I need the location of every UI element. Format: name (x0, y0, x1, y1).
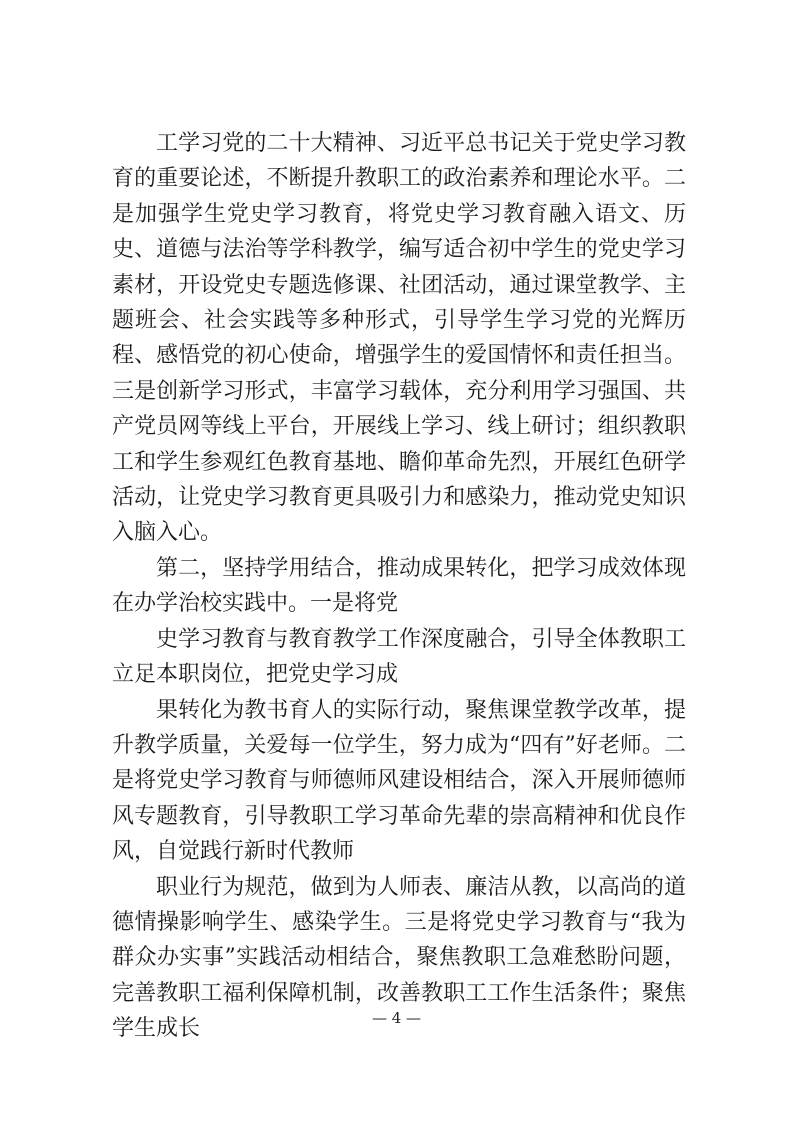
body-text (112, 126, 686, 1047)
page-number: — 4 — (371, 1009, 422, 1027)
paragraph: 第二，坚持学用结合，推动成果转化，把学习成效体现在办学治校实践中。一是将党 (112, 555, 686, 617)
paragraph: 果转化为教书育人的实际行动，聚焦课堂教学改革，提升教学质量，关爱每一位学生，努力成为“四有”好老师。二是将党史学习教育与师德师风建设相结合，深入开展师德师风专题教育，引导教职工学习革命先辈的崇高精神和优良作风，自觉践行新时代教师 (112, 697, 686, 865)
paragraph: 史学习教育与教育教学工作深度融合，引导全体教职工立足本职岗位，把党史学习成 (112, 626, 686, 688)
paragraph: 职业行为规范，做到为人师表、廉洁从教，以高尚的道德情操影响学生、感染学生。三是将党史学习教育与“我为群众办实事”实践活动相结合，聚焦教职工急难愁盼问题，完善教职工福利保障机制，改善教职工工作生活条件；聚焦学生成长 (112, 874, 686, 1042)
paragraph: 工学习党的二十大精神、习近平总书记关于党史学习教育的重要论述，不断提升教职工的政治素养和理论水平。二是加强学生党史学习教育，将党史学习教育融入语文、历史、道德与法治等学科教学，编写适合初中学生的党史学习素材，开设党史专题选修课、社团活动，通过课堂教学、主题班会、社会实践等多种形式，引导学生学习党的光辉历程、感悟党的初心使命，增强学生的爱国情怀和责任担当。三是创新学习形式，丰富学习载体，充分利用学习强国、共产党员网等线上平台，开展线上学习、线上研讨；组织教职工和学生参观红色教育基地、瞻仰革命先烈，开展红色研学活动，让党史学习教育更具吸引力和感染力，推动党史知识入脑入心。 (112, 131, 686, 546)
